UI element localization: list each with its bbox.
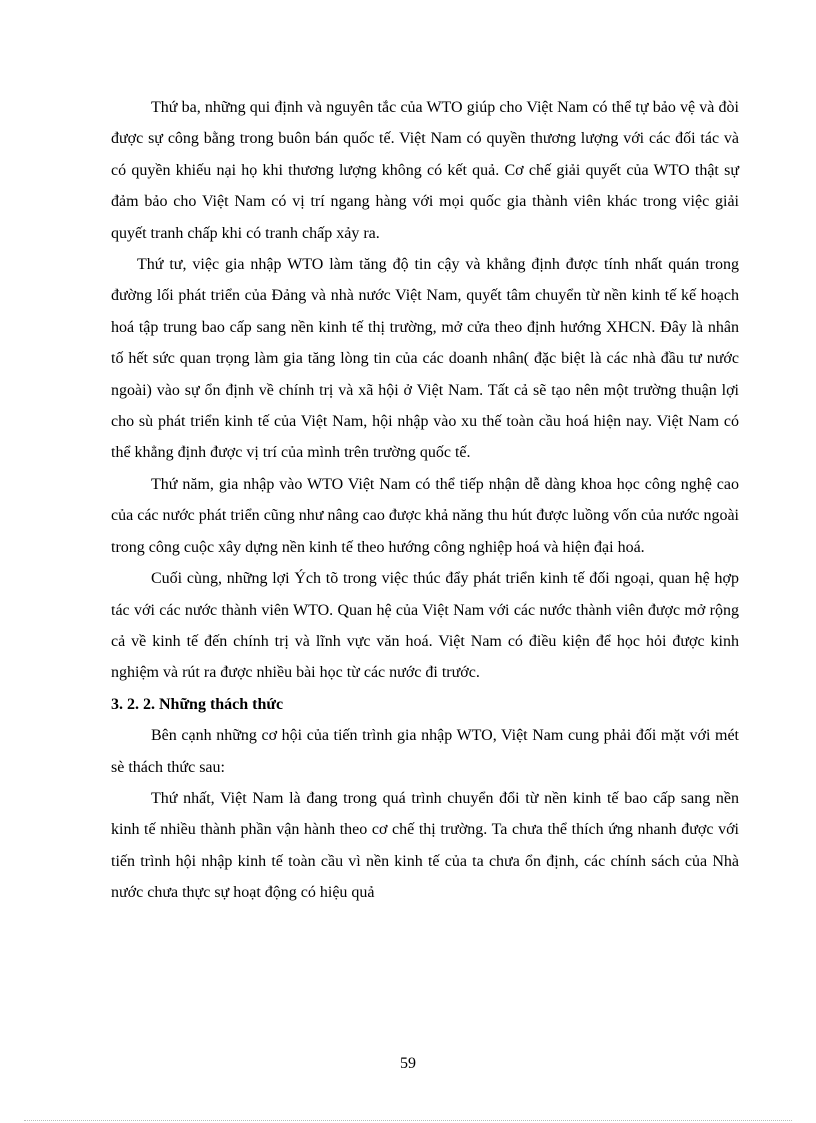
page-number: 59 — [400, 1055, 416, 1072]
paragraph-thu-nam: Thứ năm, gia nhập vào WTO Việt Nam có thể tiếp nhận dễ dàng khoa học công nghệ cao của các nước phát triển cũng như nâng cao được khả năng thu hút được luồng vốn của nước ngoài trong công cuộc xây dựng nền kinh tế theo hướng công nghiệp hoá và hiện đại hoá. — [111, 475, 739, 556]
body-text — [111, 92, 739, 909]
paragraph-thu-ba: Thứ ba, những qui định và nguyên tắc của WTO giúp cho Việt Nam có thể tự bảo vệ và đòi được sự công bằng trong buôn bán quốc tế. Việt Nam có quyền thương lượng với các đối tác và có quyền khiếu nại họ khi thương lượng không có kết quả. Cơ chế giải quyết của WTO thật sự đảm bảo cho Việt Nam có vị trí ngang hàng với mọi quốc gia thành viên khác trong việc giải quyết tranh chấp khi có tranh chấp xảy ra. — [111, 99, 739, 242]
paragraph-cuoi-cung: Cuối cùng, những lợi Ých tõ trong việc thúc đẩy phát triển kinh tế đối ngoại, quan hệ hợp tác với các nước thành viên WTO. Quan hệ của Việt Nam với các nước thành viên được mở rộng cả về kinh tế đến chính trị và lĩnh vực văn hoá. Việt Nam có điều kiện để học hỏi được kinh nghiệm và rút ra được nhiều bài học từ các nước đi trước. — [111, 570, 739, 682]
paragraph-thu-nhat: Thứ nhất, Việt Nam là đang trong quá trình chuyển đổi từ nền kinh tế bao cấp sang nền kinh tế nhiều thành phần vận hành theo cơ chế thị trường. Ta chưa thể thích ứng nhanh được với tiến trình hội nhập kinh tế toàn cầu vì nền kinh tế của ta chưa ổn định, các chính sách của Nhà nước chưa thực sự hoạt động có hiệu quả — [111, 789, 739, 902]
paragraph-thu-tu: Thứ tư, việc gia nhập WTO làm tăng độ tin cậy và khẳng định được tính nhất quán trong đường lối phát triển của Đảng và nhà nước Việt Nam, quyết tâm chuyển từ nền kinh tế kế hoạch hoá tập trung bao cấp sang nền kinh tế thị trường, mở cửa theo định hướng XHCN. Đây là nhân tố hết sức quan trọng làm gia tăng lòng tin của các doanh nhân( đặc biệt là các nhà đầu tư nước ngoài) vào sự ổn định về chính trị và xã hội ở Việt Nam. Tất cả sẽ tạo nên một trường thuận lợi cho sù phát triển kinh tế của Việt Nam, hội nhập vào xu thế toàn cầu hoá hiện nay. Việt Nam có thể khẳng định được vị trí của mình trên trường quốc tế. — [111, 256, 739, 462]
footer-divider — [24, 1120, 792, 1121]
paragraph-ben-canh: Bên cạnh những cơ hội của tiến trình gia nhập WTO, Việt Nam cung phải đối mặt với mét sè thách thức sau: — [111, 727, 739, 776]
section-heading: 3. 2. 2. Những thách thức — [111, 695, 284, 713]
